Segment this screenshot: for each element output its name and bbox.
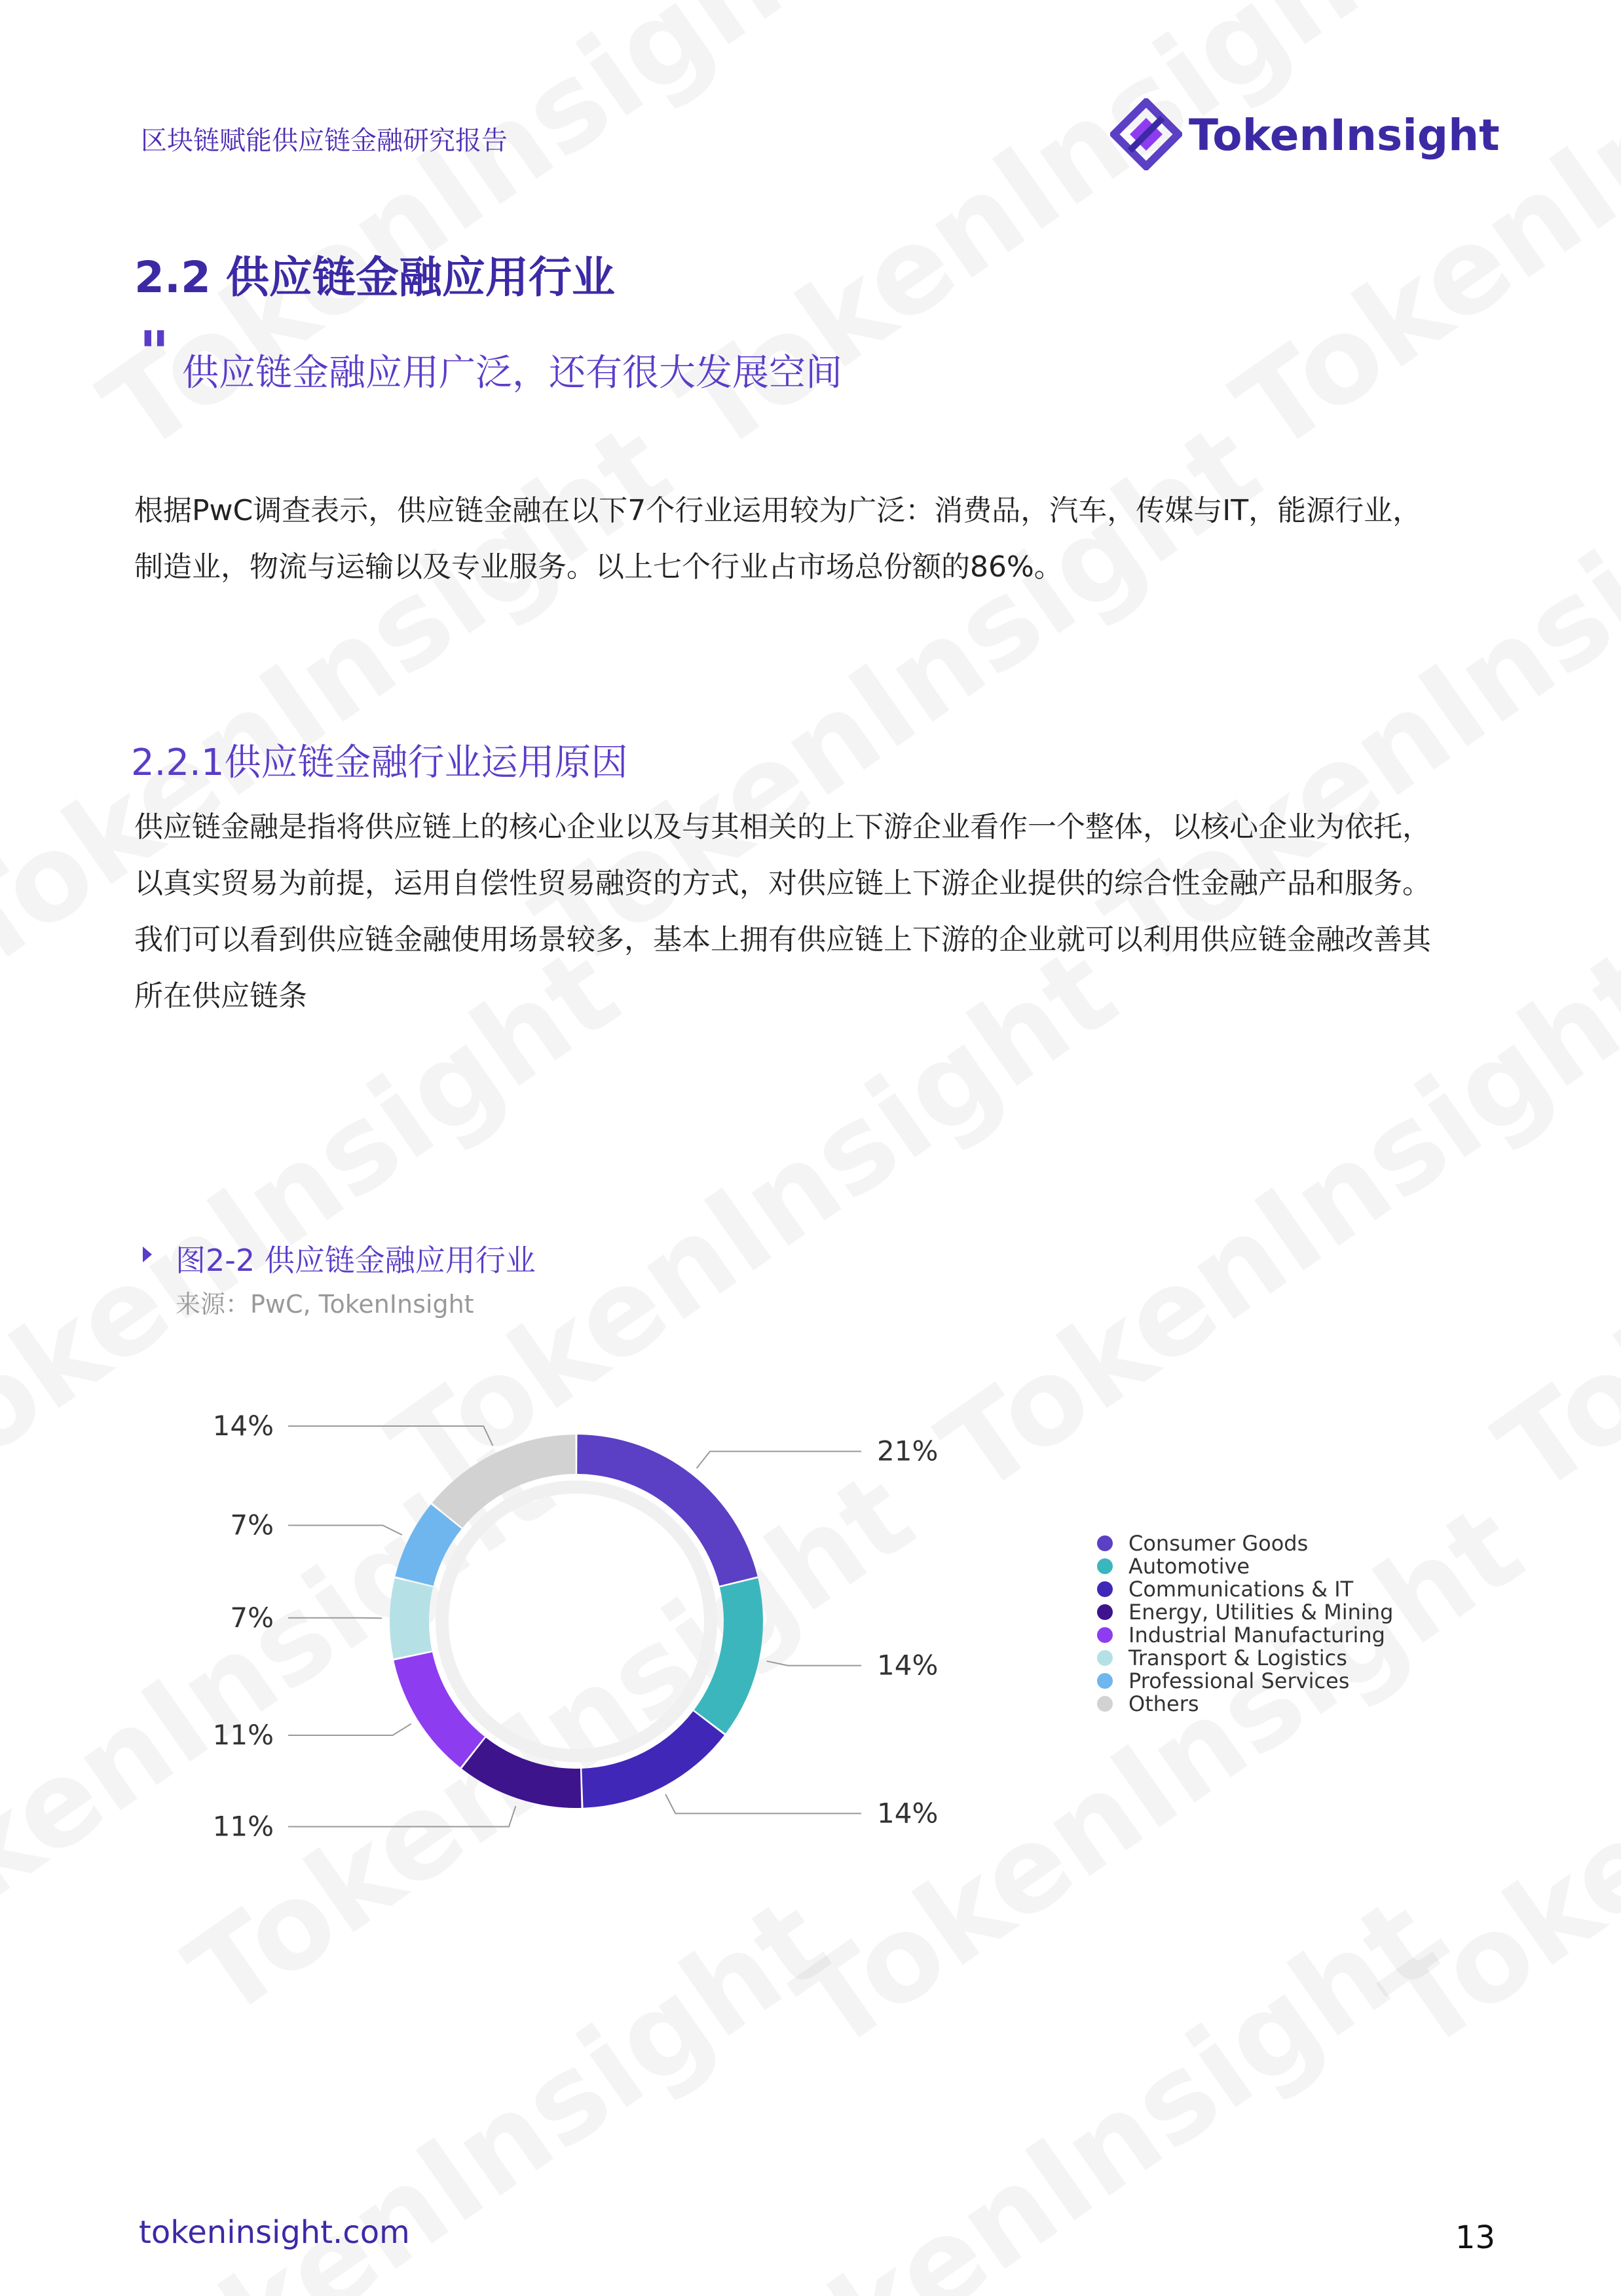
leader-line (288, 1724, 411, 1735)
legend-label: Automotive (1128, 1553, 1250, 1579)
legend-swatch (1097, 1581, 1113, 1597)
legend-label: Industrial Manufacturing (1128, 1622, 1385, 1647)
legend-swatch (1097, 1558, 1113, 1574)
paragraph-line: 供应链金融是指将供应链上的核心企业以及与其相关的上下游企业看作一个整体，以核心企业为依托， (134, 810, 1431, 844)
data-label: 11% (212, 1810, 274, 1843)
legend-item (1097, 1646, 1393, 1669)
legend-swatch (1097, 1535, 1113, 1551)
legend-item (1097, 1692, 1393, 1715)
data-label: 14% (877, 1649, 939, 1682)
paragraph-line: 我们可以看到供应链金融使用场景较多，基本上拥有供应链上下游的企业就可以利用供应链金融改善其 (134, 923, 1431, 956)
leader-line (665, 1794, 861, 1813)
legend-swatch (1097, 1627, 1113, 1643)
footer-url[interactable]: tokeninsight.com (139, 2214, 410, 2251)
watermark (655, 0, 1428, 479)
watermark (79, 0, 851, 479)
legend-item (1097, 1554, 1393, 1577)
leader-line (697, 1452, 861, 1469)
leader-line (288, 1618, 382, 1619)
legend-label: Communications & IT (1128, 1576, 1354, 1602)
donut-slice (577, 1435, 757, 1586)
data-label: 7% (230, 1601, 274, 1634)
figure-title: 图2-2 供应链金融应用行业 (176, 1243, 536, 1278)
quote-mark-icon: " (139, 319, 170, 388)
section-paragraph (134, 483, 1497, 595)
legend-label: Consumer Goods (1128, 1530, 1309, 1556)
legend-label: Energy, Utilities & Mining (1128, 1599, 1394, 1625)
figure-source: 来源：PwC, TokenInsight (176, 1290, 474, 1319)
legend-label: Professional Services (1128, 1668, 1350, 1693)
legend-item (1097, 1577, 1393, 1600)
page-number: 13 (1455, 2219, 1496, 2256)
legend-item (1097, 1532, 1393, 1554)
paragraph-line: 以真实贸易为前提，运用自偿性贸易融资的方式，对供应链上下游企业提供的综合性金融产品和服务。 (134, 867, 1431, 900)
legend-item (1097, 1600, 1393, 1623)
leader-line (288, 1806, 515, 1826)
chart-legend (1097, 1532, 1393, 1715)
legend-swatch (1097, 1650, 1113, 1666)
paragraph-line: 所在供应链条 (134, 979, 307, 1013)
leader-line (288, 1525, 402, 1535)
paragraph-line: 根据PwC调查表示，供应链金融在以下7个行业运用较为广泛：消费品，汽车，传媒与IT，能源行业， (134, 494, 1422, 527)
legend-swatch (1097, 1696, 1113, 1712)
subsection-paragraph (134, 799, 1497, 1025)
paragraph-line: 制造业，物流与运输以及专业服务。以上七个行业占市场总份额的86%。 (134, 550, 1063, 584)
watermark (688, 1872, 1461, 2296)
data-label: 11% (212, 1718, 274, 1751)
legend-swatch (1097, 1673, 1113, 1689)
leader-line (767, 1661, 861, 1666)
watermark (1362, 1478, 1621, 2077)
section-title: 2.2 供应链金融应用行业 (134, 252, 615, 303)
legend-label: Transport & Logistics (1128, 1645, 1347, 1670)
donut-slice (390, 1578, 433, 1659)
data-label: 7% (230, 1509, 274, 1541)
section-subtitle: 供应链金融应用广泛，还有很大发展空间 (182, 352, 842, 394)
logo-wordmark: TokenInsight (1189, 110, 1500, 160)
data-label: 21% (877, 1435, 939, 1467)
data-label: 14% (212, 1410, 274, 1442)
legend-swatch (1097, 1604, 1113, 1620)
data-label: 14% (877, 1797, 939, 1830)
donut-inner-track (442, 1487, 711, 1756)
subsection-title: 2.2.1供应链金融行业运用原因 (131, 742, 628, 784)
tokeninsight-logo (1110, 98, 1500, 177)
donut-chart (0, 1310, 1048, 1867)
legend-item (1097, 1623, 1393, 1646)
legend-item (1097, 1669, 1393, 1692)
report-header-title: 区块链赋能供应链金融研究报告 (141, 126, 508, 156)
legend-label: Others (1128, 1691, 1199, 1716)
tokeninsight-logo-icon (1110, 98, 1182, 170)
leader-line (288, 1426, 493, 1446)
watermark (1212, 0, 1621, 479)
caret-right-icon (143, 1247, 152, 1262)
